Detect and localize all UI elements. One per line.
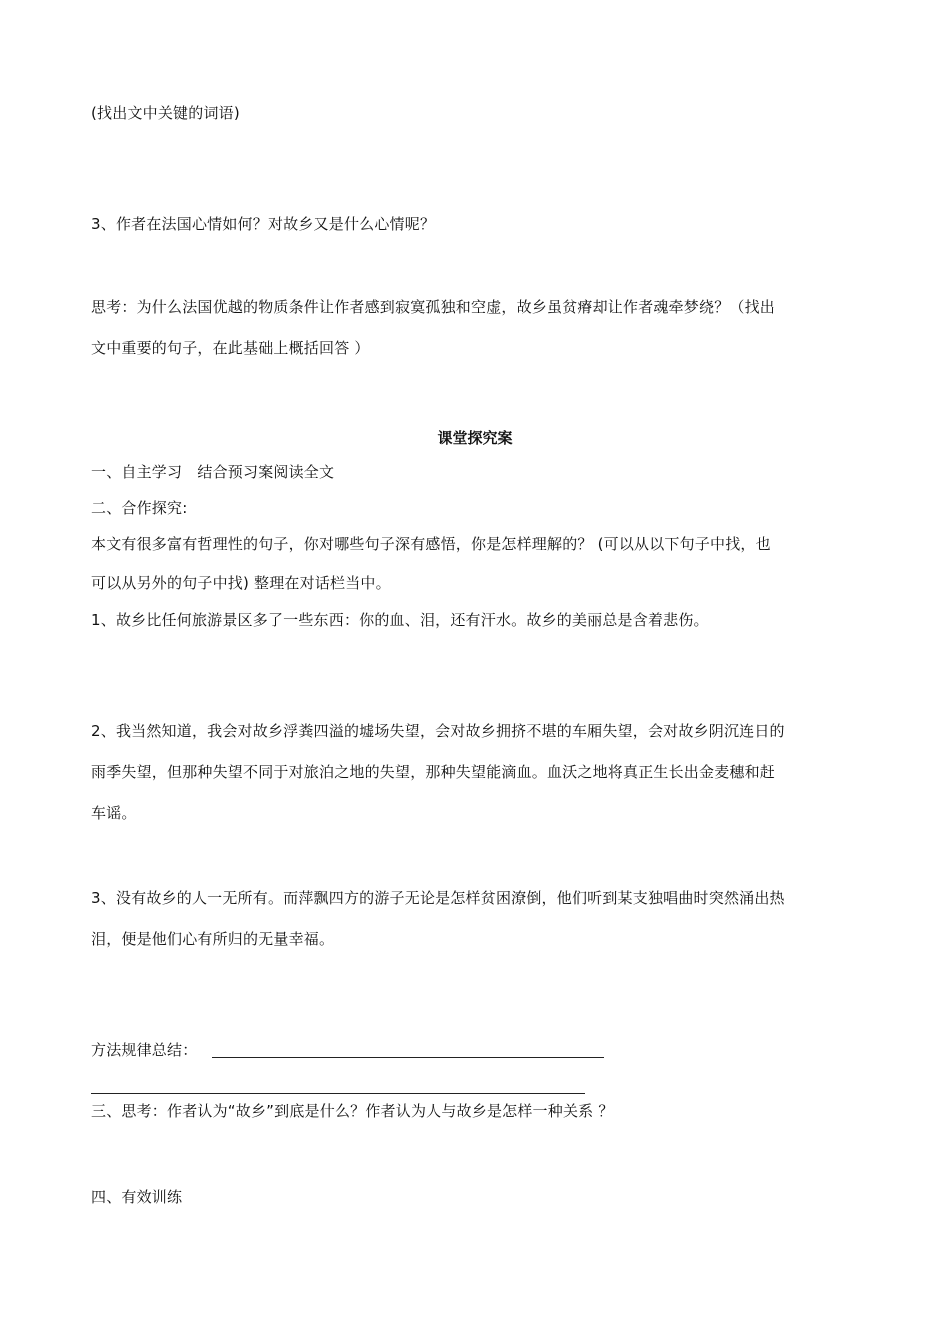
think-line-1: 思考：为什么法国优越的物质条件让作者感到寂寞孤独和空虚，故乡虽贫瘠却让作者魂牵梦绕？（找出 [91, 298, 776, 316]
sentence-1: 1、故乡比任何旅游景区多了一些东西：你的血、泪，还有汗水。故乡的美丽总是含着悲伤。 [91, 611, 709, 629]
item-self-study: 一、自主学习 结合预习案阅读全文 [91, 463, 335, 481]
intro-line-2: 可以从另外的句子中找) 整理在对话栏当中。 [91, 574, 391, 592]
method-answer-line-1[interactable] [212, 1057, 604, 1058]
sentence-2-line-1: 2、我当然知道，我会对故乡浮粪四溢的墟场失望，会对故乡拥挤不堪的车厢失望，会对故乡阴沉连日的 [91, 722, 785, 740]
item-training: 四、有效训练 [91, 1188, 183, 1206]
question-3: 3、作者在法国心情如何？对故乡又是什么心情呢？ [91, 215, 436, 233]
sentence-2-line-3: 车谣。 [91, 804, 137, 822]
sentence-3-line-1: 3、没有故乡的人一无所有。而萍飘四方的游子无论是怎样贫困潦倒，他们听到某支独唱曲时突然涌出热 [91, 889, 785, 907]
sentence-3-line-2: 泪，便是他们心有所归的无量幸福。 [91, 930, 335, 948]
section-title: 课堂探究案 [437, 429, 513, 447]
method-answer-line-2[interactable] [91, 1093, 585, 1094]
item-cooperative: 二、合作探究: [91, 499, 188, 517]
think-line-2: 文中重要的句子，在此基础上概括回答 ） [91, 339, 370, 357]
item-think: 三、思考：作者认为“故乡”到底是什么？作者认为人与故乡是怎样一种关系 ？ [91, 1102, 614, 1120]
method-label: 方法规律总结： [91, 1041, 198, 1059]
intro-line-1: 本文有很多富有哲理性的句子，你对哪些句子深有感悟，你是怎样理解的？ (可以从以下句子中找，也 [91, 535, 771, 553]
hint-text: (找出文中关键的词语) [91, 104, 240, 122]
sentence-2-line-2: 雨季失望，但那种失望不同于对旅泊之地的失望，那种失望能滴血。血沃之地将真正生长出金麦穗和赶 [91, 763, 776, 781]
